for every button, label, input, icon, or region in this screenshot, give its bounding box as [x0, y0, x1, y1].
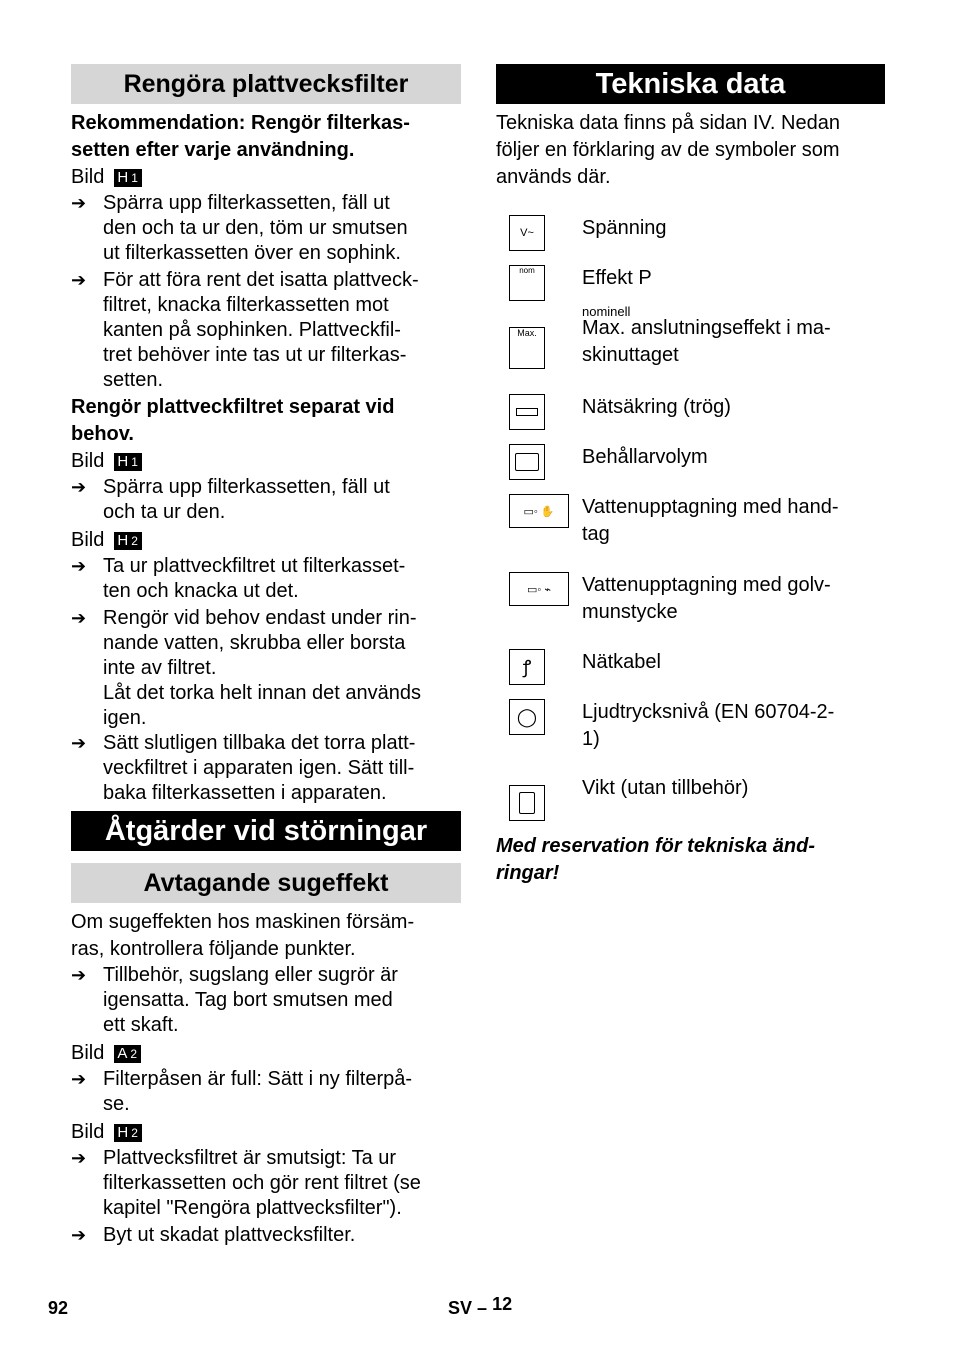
sound-icon: ◯: [509, 699, 545, 735]
figure-ref: Bild H 2: [71, 527, 461, 554]
subheading-line-2: behov.: [71, 423, 134, 445]
symbol-row: V~ Spänning: [496, 215, 885, 265]
symbol-row: ꝭ Nätkabel: [496, 649, 885, 699]
arrow-icon: ➔: [71, 1225, 87, 1245]
arrow-icon: ➔: [71, 270, 87, 290]
page-number: 92: [48, 1298, 69, 1318]
list-item: ➔ Filterpåsen är full: Sätt i ny filterpå- se.: [71, 1068, 413, 1115]
max-socket-icon: Max.: [509, 327, 545, 369]
figure-badge-h2: H 2: [114, 1124, 142, 1142]
symbol-row: Max. Max. anslutningseffekt i ma- skinuttaget: [496, 315, 885, 394]
symbol-row: ◯ Ljudtrycksnivå (EN 60704-2- 1): [496, 699, 885, 775]
right-column: [496, 64, 885, 887]
left-column: [71, 64, 461, 1248]
floor-nozzle-icon: ▭◦ ⌁: [509, 572, 569, 606]
heading-reduced-suction: Avtagande sugeffekt: [71, 863, 461, 903]
power-icon: nom: [509, 265, 545, 301]
intro-line-2: ras, kontrollera följande punkter.: [71, 938, 356, 960]
list-item: ➔ För att föra rent det isatta plattveck- filtret, knacka filterkassetten mot kanten på sophinken. Plattveckfil- tret behöver inte tas ut ur filterkas- setten.: [71, 269, 419, 391]
figure-ref: Bild H 1: [71, 164, 461, 191]
list-item: ➔ Ta ur plattveckfiltret ut filterkasset- ten och knacka ut det.: [71, 555, 406, 602]
arrow-icon: ➔: [71, 1148, 87, 1168]
recommendation-line-2: setten efter varje användning.: [71, 139, 355, 161]
list-item: ➔ Plattvecksfiltret är smutsigt: Ta ur filterkassetten och gör rent filtret (se kapitel "Rengöra plattvecksfilter").: [71, 1147, 421, 1219]
figure-ref: Bild H 1: [71, 448, 461, 475]
figure-ref: Bild H 2: [71, 1119, 461, 1146]
heading-clean-filter: Rengöra plattvecksfilter: [71, 64, 461, 104]
subheading-line-1: Rengör plattveckfiltret separat vid: [71, 396, 395, 418]
recommendation-line-1: Rekommendation: Rengör filterkas-: [71, 112, 410, 134]
tech-intro-line-2: följer en förklaring av de symboler som: [496, 139, 840, 161]
symbol-list: [496, 215, 885, 825]
heading-troubleshooting: Åtgärder vid störningar: [71, 811, 461, 851]
symbol-row: Behållarvolym: [496, 444, 885, 494]
symbol-row: ▭◦ ⌁ Vattenupptagning med golv- munstycke: [496, 572, 885, 649]
arrow-icon: ➔: [71, 608, 87, 628]
arrow-icon: ➔: [71, 1069, 87, 1089]
arrow-icon: ➔: [71, 965, 87, 985]
heading-technical-data: Tekniska data: [496, 64, 885, 104]
figure-badge-h1: H 1: [114, 169, 142, 187]
tech-intro-line-3: används där.: [496, 166, 611, 188]
footer-lang: SV – 12: [448, 1294, 513, 1318]
weight-icon: [509, 785, 545, 821]
figure-badge-a2: A 2: [114, 1045, 141, 1063]
arrow-icon: ➔: [71, 477, 87, 497]
symbol-row: Nätsäkring (trög): [496, 394, 885, 444]
symbol-row: nom Effekt P $_{nominell}$: [496, 265, 885, 315]
symbol-row: Vikt (utan tillbehör): [496, 775, 885, 825]
arrow-icon: ➔: [71, 193, 87, 213]
reservation-line-2: ringar!: [496, 862, 560, 884]
list-item: ➔ Spärra upp filterkassetten, fäll ut och ta ur den.: [71, 476, 390, 523]
figure-badge-h2: H 2: [114, 532, 142, 550]
symbol-row: ▭◦ ✋ Vattenupptagning med hand- tag: [496, 494, 885, 572]
power-cable-icon: ꝭ: [509, 649, 545, 685]
figure-badge-h1: H 1: [114, 453, 142, 471]
arrow-icon: ➔: [71, 733, 87, 753]
arrow-icon: ➔: [71, 556, 87, 576]
figure-ref: Bild A 2: [71, 1040, 461, 1067]
intro-line-1: Om sugeffekten hos maskinen försäm-: [71, 911, 415, 933]
list-item: ➔ Byt ut skadat plattvecksfilter.: [71, 1224, 356, 1246]
voltage-icon: V~: [509, 215, 545, 251]
tech-intro-line-1: Tekniska data finns på sidan IV. Nedan: [496, 112, 840, 134]
list-item: ➔ Spärra upp filterkassetten, fäll ut den och ta ur den, töm ur smutsen ut filterkassetten över en sophink.: [71, 192, 408, 264]
list-item: ➔ Tillbehör, sugslang eller sugrör är igensatta. Tag bort smutsen med ett skaft.: [71, 964, 398, 1036]
hand-nozzle-icon: ▭◦ ✋: [509, 494, 569, 528]
list-item: ➔ Rengör vid behov endast under rin- nande vatten, skrubba eller borsta inte av filtret. Låt det torka helt innan det används igen.: [71, 607, 422, 729]
reservation-line-1: Med reservation för tekniska änd-: [496, 835, 815, 857]
container-icon: [509, 444, 545, 480]
list-item: ➔ Sätt slutligen tillbaka det torra platt- veckfiltret i apparaten igen. Sätt till- baka filterkassetten i apparaten.: [71, 732, 416, 804]
fuse-icon: [509, 394, 545, 430]
